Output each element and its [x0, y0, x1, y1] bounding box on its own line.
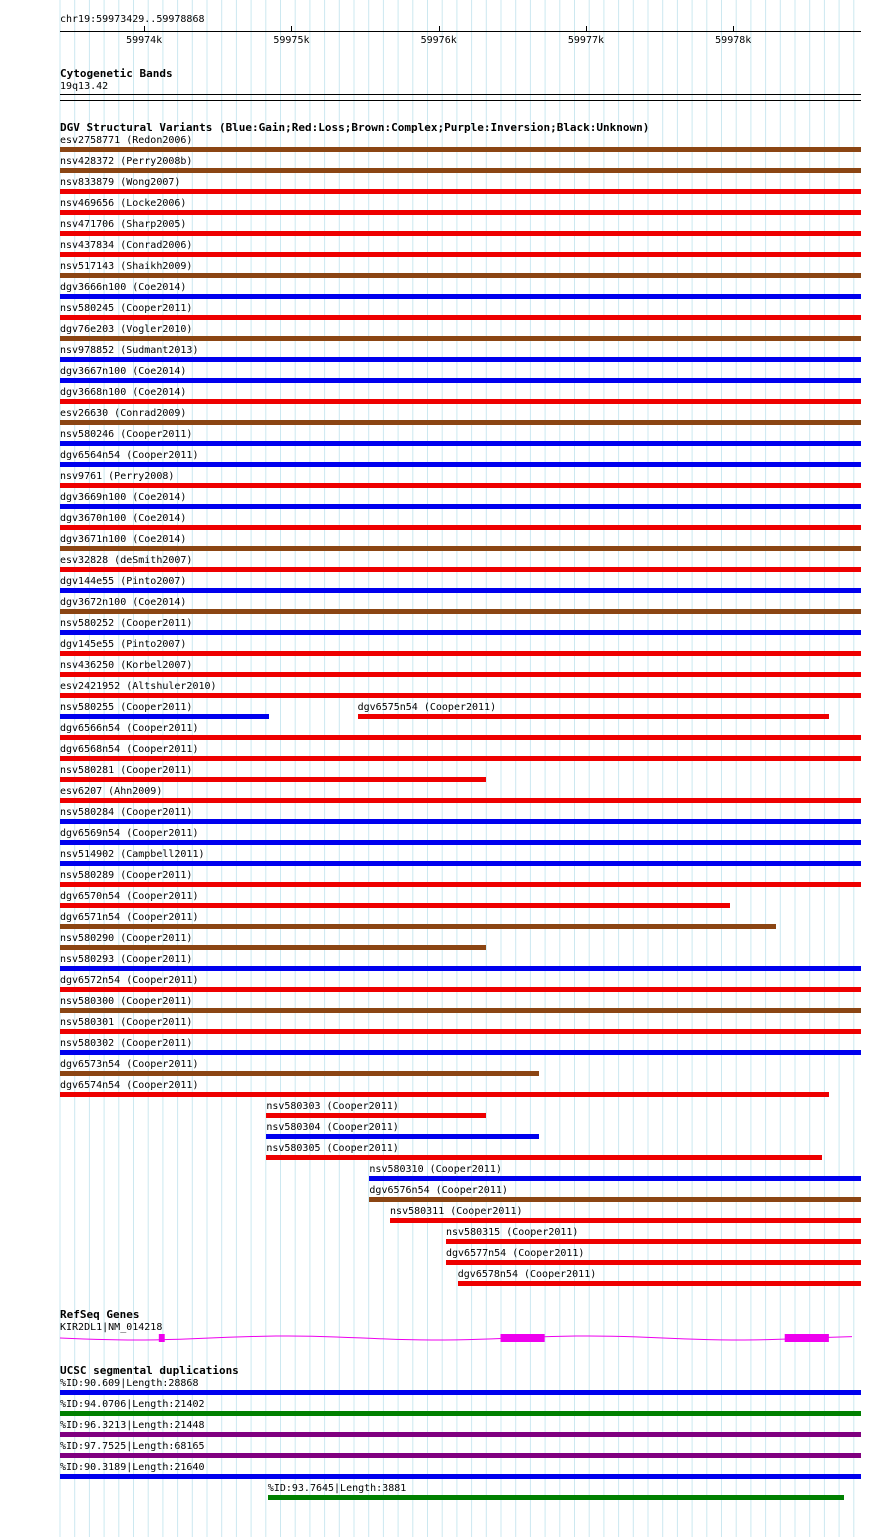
dgv-feature-bar[interactable] — [60, 693, 861, 698]
dgv-feature-bar[interactable] — [60, 1092, 829, 1097]
dgv-feature-bar[interactable] — [60, 1008, 861, 1013]
dgv-feature-label[interactable]: dgv6570n54 (Cooper2011) — [60, 891, 199, 902]
dgv-feature-label[interactable]: nsv514902 (Campbell2011) — [60, 849, 205, 860]
dgv-feature-bar[interactable] — [60, 588, 861, 593]
dgv-feature-label[interactable]: dgv144e55 (Pinto2007) — [60, 576, 187, 587]
dgv-feature-label[interactable]: dgv6576n54 (Cooper2011) — [369, 1185, 508, 1196]
scale-axis — [60, 31, 861, 32]
dgv-feature-label[interactable]: nsv580302 (Cooper2011) — [60, 1038, 193, 1049]
dgv-feature-label[interactable]: nsv580305 (Cooper2011) — [266, 1143, 399, 1154]
dgv-feature-label[interactable]: nsv580290 (Cooper2011) — [60, 933, 193, 944]
dgv-feature-label[interactable]: nsv580245 (Cooper2011) — [60, 303, 193, 314]
dgv-feature-bar[interactable] — [358, 714, 829, 719]
dgv-feature-label[interactable]: esv32828 (deSmith2007) — [60, 555, 193, 566]
gene-exon[interactable] — [785, 1334, 829, 1342]
dgv-feature-bar[interactable] — [60, 147, 861, 152]
dgv-feature-label[interactable]: dgv3672n100 (Coe2014) — [60, 597, 187, 608]
dgv-feature-bar[interactable] — [369, 1197, 861, 1202]
dgv-feature-bar[interactable] — [446, 1239, 861, 1244]
dgv-feature-label[interactable]: nsv580311 (Cooper2011) — [390, 1206, 523, 1217]
refseq-gene-model[interactable] — [0, 1331, 890, 1345]
segdup-feature-label[interactable]: %ID:97.7525|Length:68165 — [60, 1441, 205, 1452]
dgv-feature-label[interactable]: dgv6564n54 (Cooper2011) — [60, 450, 199, 461]
dgv-feature-bar[interactable] — [60, 441, 861, 446]
dgv-feature-label[interactable]: esv2421952 (Altshuler2010) — [60, 681, 217, 692]
dgv-feature-bar[interactable] — [60, 231, 861, 236]
dgv-feature-bar[interactable] — [60, 357, 861, 362]
dgv-feature-bar[interactable] — [60, 861, 861, 866]
dgv-feature-bar[interactable] — [266, 1113, 485, 1118]
dgv-feature-label[interactable]: nsv580293 (Cooper2011) — [60, 954, 193, 965]
dgv-feature-bar[interactable] — [60, 609, 861, 614]
dgv-feature-bar[interactable] — [60, 420, 861, 425]
dgv-feature-label[interactable]: nsv580289 (Cooper2011) — [60, 870, 193, 881]
dgv-feature-label[interactable]: nsv469656 (Locke2006) — [60, 198, 187, 209]
dgv-feature-label[interactable]: nsv580303 (Cooper2011) — [266, 1101, 399, 1112]
segdup-feature-label[interactable]: %ID:90.609|Length:28868 — [60, 1378, 199, 1389]
scale-tick — [439, 26, 440, 32]
dgv-feature-label[interactable]: esv6207 (Ahn2009) — [60, 786, 163, 797]
gene-exon[interactable] — [159, 1334, 165, 1342]
dgv-feature-bar[interactable] — [446, 1260, 861, 1265]
dgv-feature-bar[interactable] — [369, 1176, 861, 1181]
dgv-feature-label[interactable]: nsv471706 (Sharp2005) — [60, 219, 187, 230]
dgv-feature-bar[interactable] — [60, 924, 776, 929]
dgv-feature-label[interactable]: nsv580281 (Cooper2011) — [60, 765, 193, 776]
dgv-feature-label[interactable]: dgv3667n100 (Coe2014) — [60, 366, 187, 377]
dgv-feature-bar[interactable] — [60, 462, 861, 467]
dgv-feature-label[interactable]: nsv580315 (Cooper2011) — [445, 1227, 579, 1238]
dgv-feature-bar[interactable] — [60, 399, 861, 404]
dgv-feature-bar[interactable] — [390, 1218, 861, 1223]
dgv-feature-label[interactable]: dgv6574n54 (Cooper2011) — [60, 1080, 199, 1091]
dgv-feature-bar[interactable] — [60, 336, 861, 341]
dgv-feature-bar[interactable] — [60, 735, 861, 740]
segdup-feature-label[interactable]: %ID:93.7645|Length:3881 — [267, 1483, 407, 1494]
dgv-feature-label[interactable]: dgv6572n54 (Cooper2011) — [60, 975, 199, 986]
dgv-feature-bar[interactable] — [60, 630, 861, 635]
region-coordinates: chr19:59973429..59978868 — [60, 14, 205, 25]
segdup-feature-label[interactable]: %ID:90.3189|Length:21640 — [60, 1462, 205, 1473]
dgv-feature-bar[interactable] — [60, 483, 861, 488]
dgv-feature-label[interactable]: nsv580304 (Cooper2011) — [266, 1122, 399, 1133]
dgv-feature-bar[interactable] — [60, 525, 861, 530]
cytoband-track-title: Cytogenetic Bands — [60, 67, 173, 80]
dgv-feature-bar[interactable] — [60, 567, 861, 572]
scale-tick-label: 59976k — [420, 35, 457, 46]
dgv-feature-label[interactable]: nsv580255 (Cooper2011) — [60, 702, 193, 713]
dgv-feature-label[interactable]: esv26630 (Conrad2009) — [60, 408, 187, 419]
dgv-feature-label[interactable]: dgv3666n100 (Coe2014) — [60, 282, 187, 293]
dgv-feature-label[interactable]: nsv517143 (Shaikh2009) — [60, 261, 193, 272]
segdup-feature-label[interactable]: %ID:96.3213|Length:21448 — [60, 1420, 205, 1431]
dgv-feature-bar[interactable] — [60, 903, 730, 908]
dgv-feature-bar[interactable] — [458, 1281, 861, 1286]
dgv-feature-label[interactable]: dgv6577n54 (Cooper2011) — [445, 1248, 585, 1259]
dgv-feature-bar[interactable] — [60, 252, 861, 257]
dgv-feature-bar[interactable] — [60, 1050, 861, 1055]
scale-tick — [586, 26, 587, 32]
segdup-feature-bar[interactable] — [60, 1390, 861, 1395]
dgv-feature-bar[interactable] — [60, 777, 486, 782]
dgv-feature-bar[interactable] — [60, 210, 861, 215]
dgv-feature-label[interactable]: dgv6568n54 (Cooper2011) — [60, 744, 199, 755]
dgv-feature-label[interactable]: nsv436250 (Korbel2007) — [60, 660, 193, 671]
dgv-feature-bar[interactable] — [60, 168, 861, 173]
dgv-feature-label[interactable]: dgv6566n54 (Cooper2011) — [60, 723, 199, 734]
dgv-feature-label[interactable]: dgv6575n54 (Cooper2011) — [357, 702, 497, 713]
dgv-feature-label[interactable]: nsv580300 (Cooper2011) — [60, 996, 193, 1007]
cytoband-band-line — [60, 94, 861, 95]
dgv-feature-label[interactable]: nsv580284 (Cooper2011) — [60, 807, 193, 818]
dgv-feature-label[interactable]: dgv76e203 (Vogler2010) — [60, 324, 193, 335]
dgv-feature-bar[interactable] — [60, 294, 861, 299]
scale-tick — [144, 26, 145, 32]
dgv-feature-bar[interactable] — [60, 546, 861, 551]
dgv-feature-label[interactable]: dgv3668n100 (Coe2014) — [60, 387, 187, 398]
scale-tick-label: 59978k — [715, 35, 752, 46]
segdup-feature-bar[interactable] — [60, 1474, 861, 1479]
dgv-feature-label[interactable]: nsv437834 (Conrad2006) — [60, 240, 193, 251]
dgv-feature-label[interactable]: dgv3669n100 (Coe2014) — [60, 492, 187, 503]
dgv-feature-label[interactable]: dgv3670n100 (Coe2014) — [60, 513, 187, 524]
dgv-feature-label[interactable]: nsv580252 (Cooper2011) — [60, 618, 193, 629]
dgv-feature-bar[interactable] — [266, 1134, 538, 1139]
dgv-feature-bar[interactable] — [266, 1155, 821, 1160]
segdup-feature-bar[interactable] — [268, 1495, 844, 1500]
dgv-feature-bar[interactable] — [60, 798, 861, 803]
segdup-feature-bar[interactable] — [60, 1411, 861, 1416]
gene-intron-line — [60, 1336, 852, 1340]
scale-tick-label: 59975k — [273, 35, 310, 46]
dgv-feature-label[interactable]: dgv6571n54 (Cooper2011) — [60, 912, 199, 923]
dgv-feature-bar[interactable] — [60, 315, 861, 320]
dgv-feature-label[interactable]: dgv145e55 (Pinto2007) — [60, 639, 187, 650]
segdup-feature-label[interactable]: %ID:94.0706|Length:21402 — [60, 1399, 205, 1410]
dgv-feature-bar[interactable] — [60, 1071, 539, 1076]
dgv-feature-bar[interactable] — [60, 1029, 861, 1034]
scale-tick — [733, 26, 734, 32]
dgv-feature-bar[interactable] — [60, 966, 861, 971]
dgv-track-title: DGV Structural Variants (Blue:Gain;Red:Loss;Brown:Complex;Purple:Inversion;Black:Unknown) — [60, 121, 650, 134]
dgv-feature-bar[interactable] — [60, 378, 861, 383]
scale-tick-label: 59977k — [567, 35, 605, 46]
dgv-feature-label[interactable]: nsv580246 (Cooper2011) — [60, 429, 193, 440]
dgv-feature-bar[interactable] — [60, 987, 861, 992]
dgv-feature-label[interactable]: dgv3671n100 (Coe2014) — [60, 534, 187, 545]
cytoband-label[interactable]: 19q13.42 — [60, 81, 109, 92]
dgv-feature-bar[interactable] — [60, 672, 861, 677]
segdup-feature-bar[interactable] — [60, 1432, 861, 1437]
dgv-feature-label[interactable]: nsv833879 (Wong2007) — [60, 177, 181, 188]
dgv-feature-bar[interactable] — [60, 273, 861, 278]
cytoband-band-line-lower — [60, 100, 861, 101]
dgv-feature-label[interactable]: nsv580310 (Cooper2011) — [369, 1164, 502, 1175]
dgv-feature-bar[interactable] — [60, 840, 861, 845]
dgv-feature-label[interactable]: dgv6573n54 (Cooper2011) — [60, 1059, 199, 1070]
segdup-track-title: UCSC segmental duplications — [60, 1364, 239, 1377]
dgv-feature-label[interactable]: dgv6569n54 (Cooper2011) — [60, 828, 199, 839]
dgv-feature-bar[interactable] — [60, 651, 861, 656]
dgv-feature-bar[interactable] — [60, 819, 861, 824]
dgv-feature-label[interactable]: dgv6578n54 (Cooper2011) — [457, 1269, 597, 1280]
dgv-feature-label[interactable]: nsv978852 (Sudmant2013) — [60, 345, 199, 356]
dgv-feature-bar[interactable] — [60, 714, 269, 719]
dgv-feature-bar[interactable] — [60, 189, 861, 194]
scale-tick-label: 59974k — [126, 35, 163, 46]
dgv-feature-label[interactable]: nsv428372 (Perry2008b) — [60, 156, 193, 167]
scale-tick — [291, 26, 292, 32]
dgv-feature-bar[interactable] — [60, 945, 486, 950]
dgv-feature-label[interactable]: esv2758771 (Redon2006) — [60, 135, 193, 146]
dgv-feature-bar[interactable] — [60, 882, 861, 887]
refseq-gene-label[interactable]: KIR2DL1|NM_014218 — [60, 1322, 163, 1333]
gene-exon[interactable] — [500, 1334, 544, 1342]
dgv-feature-label[interactable]: nsv580301 (Cooper2011) — [60, 1017, 193, 1028]
dgv-feature-bar[interactable] — [60, 504, 861, 509]
segdup-feature-bar[interactable] — [60, 1453, 861, 1458]
dgv-feature-label[interactable]: nsv9761 (Perry2008) — [60, 471, 175, 482]
dgv-feature-bar[interactable] — [60, 756, 861, 761]
refseq-track-title: RefSeq Genes — [60, 1308, 140, 1321]
